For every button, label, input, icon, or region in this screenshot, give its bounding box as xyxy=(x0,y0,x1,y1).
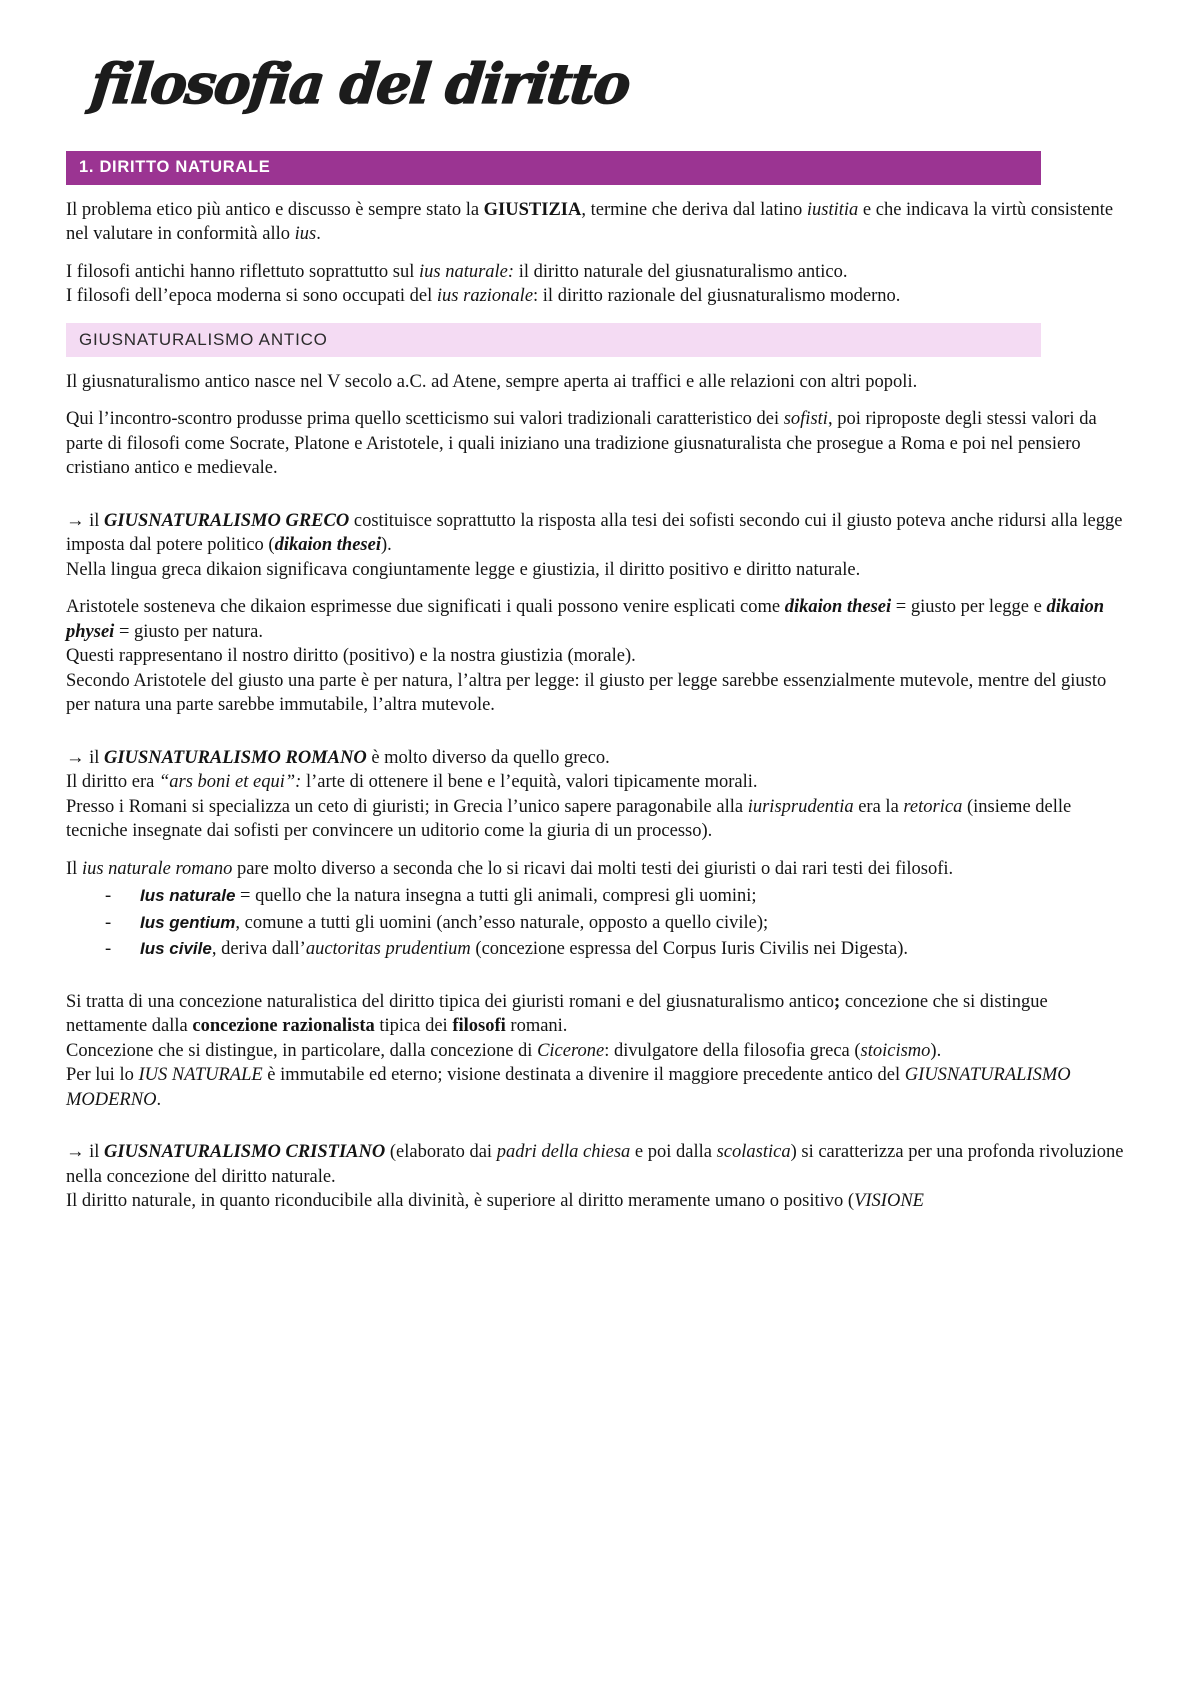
bullet-dash: - xyxy=(105,939,112,959)
paragraph-incontro-scontro: Qui l’incontro-scontro produsse prima quello scetticismo sui valori tradizionali caratteristico dei sofisti, poi riproposte degli stessi valori da parte di filosofi come Socrate, Platone e Aristotele, i quali iniziano una tradizione giusnaturalista che prosegue a Roma e poi nel pensiero cristiano antico e medievale. xyxy=(66,409,1097,478)
list-item-ius-gentium xyxy=(66,911,1130,936)
paragraph-problema-etico: Il problema etico più antico e discusso è sempre stato la GIUSTIZIA, termine che deriva dal latino iustitia e che indicava la virtù consistente nel valutare in conformità allo ius. xyxy=(66,199,1114,244)
paragraph-concezione-naturalistica: Si tratta di una concezione naturalistica del diritto tipica dei giuristi romani e del giusnaturalismo antico; concezione che si distingue nettamente dalla concezione razionalista tipica dei filosofi romani. Concezione che si distingue, in particolare, dalla concezione di Cicerone: divulgatore della filosofia greca (stoicismo). Per lui lo IUS NATURALE è immutabile ed eterno; visione destinata a divenire il maggiore precedente antico del GIUSNATURALISMO MODERNO. xyxy=(66,991,1071,1110)
ius-list xyxy=(66,884,1130,962)
paragraph-filosofi-epoche: I filosofi antichi hanno riflettuto soprattutto sul ius naturale: il diritto naturale del giusnaturalismo antico. I filosofi dell’epoca moderna si sono occupati del ius razionale: il diritto razionale del giusnaturalismo moderno. xyxy=(66,261,901,306)
list-item-text: Ius naturale = quello che la natura insegna a tutti gli animali, compresi gli uomini; xyxy=(140,886,757,906)
paragraph-giusnaturalismo-greco: → il GIUSNATURALISMO GRECO costituisce soprattutto la risposta alla tesi dei sofisti secondo cui il giusto poteva anche ridursi alla legge imposta dal potere politico (dikaion thesei). Nella lingua greca dikaion significava congiuntamente legge e giustizia, il diritto positivo e diritto naturale. xyxy=(66,510,1123,580)
paragraph-giusnaturalismo-cristiano: → il GIUSNATURALISMO CRISTIANO (elaborato dai padri della chiesa e poi dalla scolastica) si caratterizza per una profonda rivoluzione nella concezione del diritto naturale. Il diritto naturale, in quanto riconducibile alla divinità, è superiore al diritto meramente umano o positivo (VISIONE xyxy=(66,1142,1124,1211)
subsection-header-label: GIUSNATURALISMO ANTICO xyxy=(79,329,328,349)
section-header-diritto-naturale xyxy=(66,151,1041,185)
list-item-ius-civile xyxy=(66,937,1130,962)
section-header-label: 1. DIRITTO NATURALE xyxy=(79,158,271,176)
list-item-text: Ius gentium, comune a tutti gli uomini (anch’esso naturale, opposto a quello civile); xyxy=(140,912,769,933)
subsection-header-giusnaturalismo-antico xyxy=(66,323,1041,357)
bullet-dash: - xyxy=(105,886,112,906)
document-title: filosofia del diritto xyxy=(87,51,633,116)
list-item-ius-naturale xyxy=(66,884,1130,909)
paragraph-ius-naturale-romano: Il ius naturale romano pare molto diverso a seconda che lo si ricavi dai molti testi dei giuristi o dai rari testi dei filosofi. xyxy=(66,858,954,879)
list-item-text: Ius civile, deriva dall’auctoritas prudentium (concezione espressa del Corpus Iuris Civilis nei Digesta). xyxy=(140,939,909,959)
paragraph-giusnaturalismo-romano: → il GIUSNATURALISMO ROMANO è molto diverso da quello greco. Il diritto era “ars boni et equi”: l’arte di ottenere il bene e l’equità, valori tipicamente morali. Presso i Romani si specializza un ceto di giuristi; in Grecia l’unico sapere paragonabile alla iurisprudentia era la retorica (insieme delle tecniche insegnate dai sofisti per convincere un uditorio come la giuria di un processo). xyxy=(66,747,1072,841)
paragraph-nascita-atene: Il giusnaturalismo antico nasce nel V secolo a.C. ad Atene, sempre aperta ai traffici e alle relazioni con altri popoli. xyxy=(66,371,918,392)
bullet-dash: - xyxy=(105,912,112,933)
paragraph-aristotele-dikaion: Aristotele sosteneva che dikaion esprimesse due significati i quali possono venire esplicati come dikaion thesei = giusto per legge e dikaion physei = giusto per natura. Questi rappresentano il nostro diritto (positivo) e la nostra giustizia (morale). Secondo Aristotele del giusto una parte è per natura, l’altra per legge: il giusto per legge sarebbe essenzialmente mutevole, mentre del giusto per natura una parte sarebbe immutabile, l’altra mutevole. xyxy=(66,597,1107,715)
